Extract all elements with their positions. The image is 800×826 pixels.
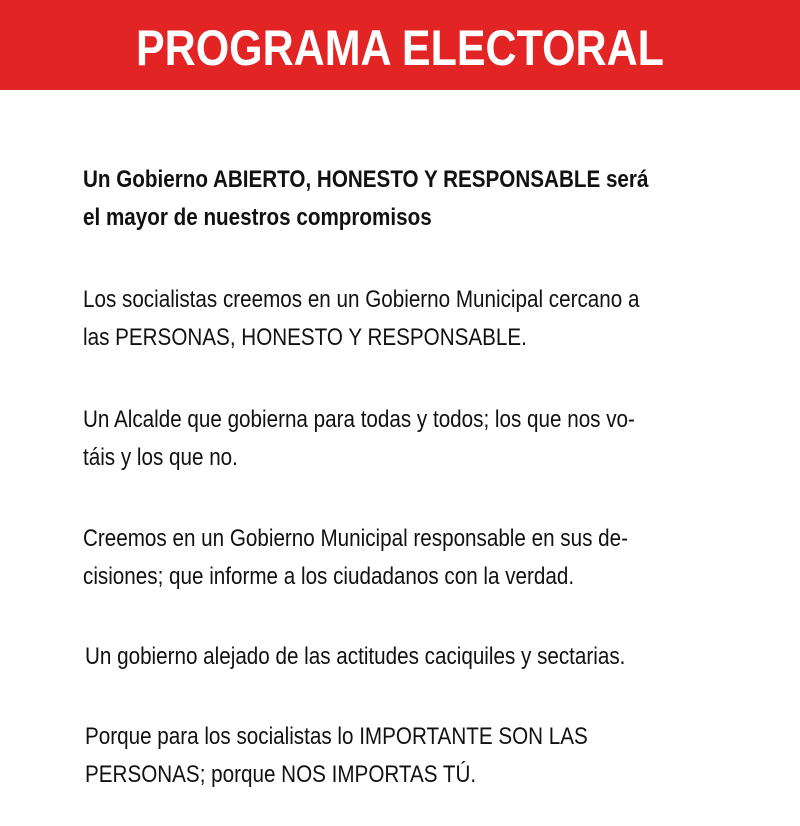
paragraph-5-line-1: Porque para los socialistas lo IMPORTANTE SON LAS xyxy=(85,723,588,750)
intro-line-1: Un Gobierno ABIERTO, HONESTO Y RESPONSABLE será xyxy=(83,166,649,193)
page-title: PROGRAMA ELECTORAL xyxy=(136,20,664,76)
paragraph-5-line-2: PERSONAS; porque NOS IMPORTAS TÚ. xyxy=(85,761,477,788)
paragraph-4-line-1: Un gobierno alejado de las actitudes caciquiles y sectarias. xyxy=(85,643,626,670)
intro-line-2: el mayor de nuestros compromisos xyxy=(83,204,432,231)
paragraph-3-line-1: Creemos en un Gobierno Municipal responsable en sus de- xyxy=(83,525,628,552)
paragraph-1-line-2: las PERSONAS, HONESTO Y RESPONSABLE. xyxy=(83,324,527,351)
paragraph-2-line-1: Un Alcalde que gobierna para todas y todos; los que nos vo- xyxy=(83,406,635,433)
paragraph-1-line-1: Los socialistas creemos en un Gobierno Municipal cercano a xyxy=(83,286,640,313)
paragraph-2-line-2: táis y los que no. xyxy=(83,444,238,471)
paragraph-3-line-2: cisiones; que informe a los ciudadanos con la verdad. xyxy=(83,563,575,590)
